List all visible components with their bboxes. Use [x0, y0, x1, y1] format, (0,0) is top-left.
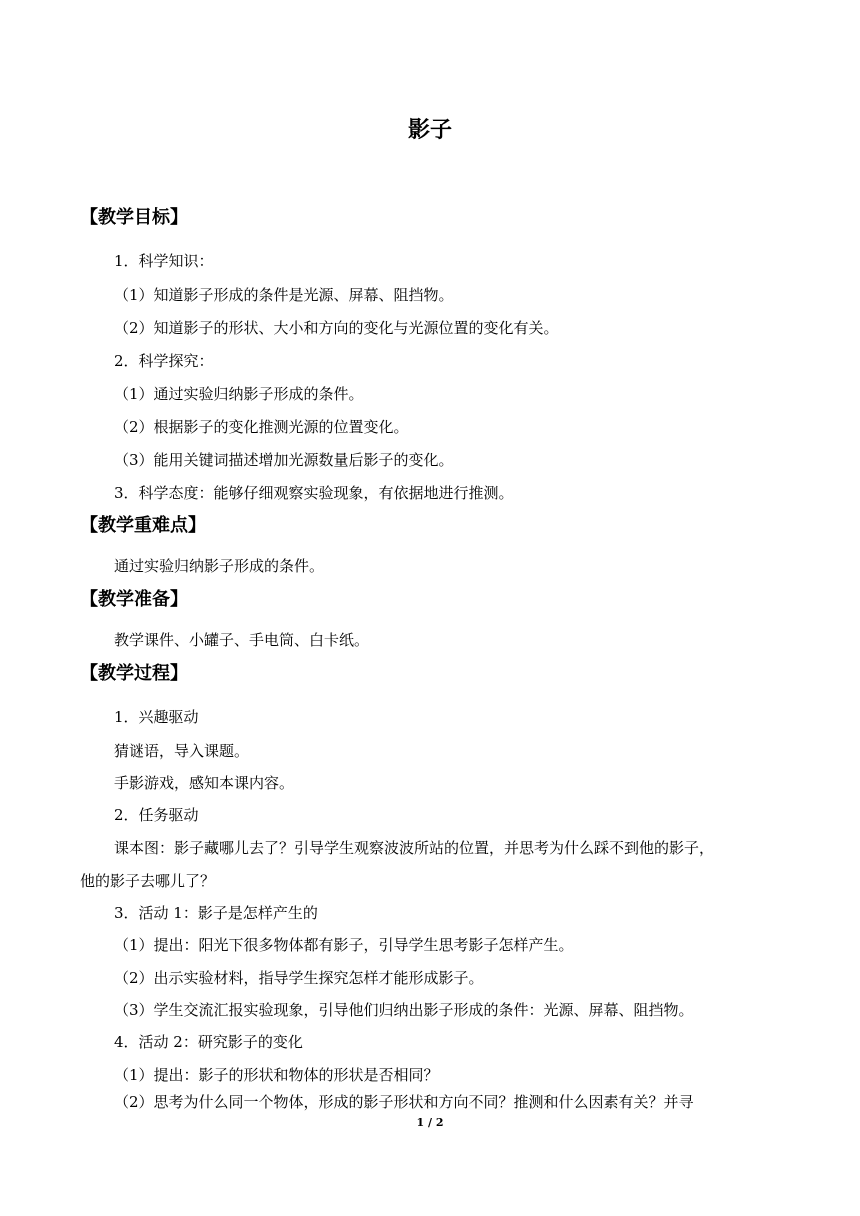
paragraph-line: （3）能用关键词描述增加光源数量后影子的变化。: [114, 451, 454, 469]
paragraph-line: 3．科学态度：能够仔细观察实验现象，有依据地进行推测。: [114, 484, 514, 502]
paragraph-line: 3．活动 1：影子是怎样产生的: [114, 904, 318, 922]
paragraph-line: （2）知道影子的形状、大小和方向的变化与光源位置的变化有关。: [114, 319, 559, 337]
paragraph-line: 4．活动 2：研究影子的变化: [114, 1033, 303, 1051]
paragraph-line: （1）通过实验归纳影子形成的条件。: [114, 385, 364, 403]
paragraph-line: （1）提出：影子的形状和物体的形状是否相同？: [114, 1066, 439, 1084]
paragraph-line: （1）知道影子形成的条件是光源、屏幕、阻挡物。: [114, 286, 454, 304]
paragraph-line: 1．兴趣驱动: [114, 708, 199, 726]
paragraph-line: 课本图：影子藏哪儿去了？引导学生观察波波所站的位置，并思考为什么踩不到他的影子，: [114, 839, 715, 857]
paragraph-line: 通过实验归纳影子形成的条件。: [114, 557, 325, 575]
section-heading-teaching-goals: 【教学目标】: [80, 207, 188, 228]
paragraph-line: 1．科学知识：: [114, 252, 214, 270]
paragraph-line: （2）思考为什么同一个物体，形成的影子形状和方向不同？推测和什么因素有关？并寻: [114, 1093, 694, 1111]
section-heading-key-difficulties: 【教学重难点】: [80, 515, 206, 536]
section-heading-preparation: 【教学准备】: [80, 589, 188, 610]
paragraph-line: 教学课件、小罐子、手电筒、白卡纸。: [114, 631, 370, 649]
paragraph-line: 2．任务驱动: [114, 806, 199, 824]
paragraph-line: （3）学生交流汇报实验现象，引导他们归纳出影子形成的条件：光源、屏幕、阻挡物。: [114, 1001, 694, 1019]
paragraph-line: 他的影子去哪儿了？: [80, 872, 216, 890]
paragraph-line: 2．科学探究：: [114, 352, 214, 370]
paragraph-line: （2）根据影子的变化推测光源的位置变化。: [114, 418, 409, 436]
page-title: 影子: [407, 117, 452, 143]
paragraph-line: （1）提出：阳光下很多物体都有影子，引导学生思考影子怎样产生。: [114, 936, 574, 954]
page-number: 1 / 2: [416, 1116, 444, 1129]
section-heading-process: 【教学过程】: [80, 663, 188, 684]
paragraph-line: 手影游戏，感知本课内容。: [114, 774, 295, 792]
paragraph-line: 猜谜语，导入课题。: [114, 742, 250, 760]
paragraph-line: （2）出示实验材料，指导学生探究怎样才能形成影子。: [114, 969, 484, 987]
